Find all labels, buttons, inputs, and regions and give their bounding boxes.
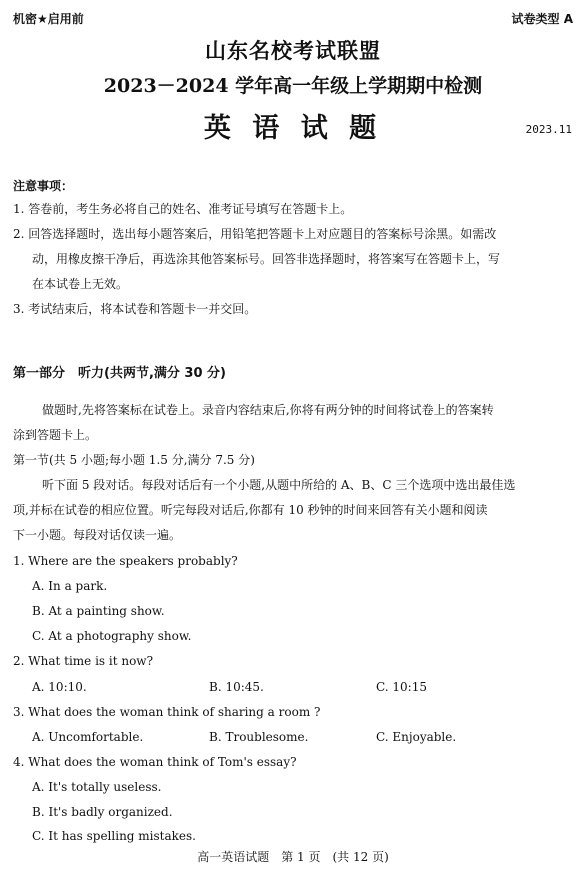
exam-date: 2023.11 [525, 123, 572, 136]
q2-option-c: C. 10:15 [376, 680, 427, 694]
q2-option-b: B. 10:45. [209, 680, 264, 694]
question-4: 4. What does the woman think of Tom's essay? [13, 755, 297, 769]
q1-option-a: A. In a park. [32, 579, 108, 593]
confidential-label: 机密★启用前 [13, 12, 84, 26]
q4-option-a: A. It's totally useless. [32, 780, 162, 794]
section1-intro-cont: 项,并标在试卷的相应位置。听完每段对话后,你都有 10 秒钟的时间来回答有关小题和阅读 [13, 503, 488, 517]
paper-type-label: 试卷类型 A [511, 12, 573, 26]
note-item-cont: 动，用橡皮擦干净后，再选涂其他答案标号。回答非选择题时，将答案写在答题卡上，写 [32, 252, 501, 266]
q1-option-b: B. At a painting show. [32, 604, 165, 618]
q3-option-c: C. Enjoyable. [376, 730, 457, 744]
q4-option-b: B. It's badly organized. [32, 805, 173, 819]
section1-intro: 听下面 5 段对话。每段对话后有一个小题,从题中所给的 A、B、C 三个选项中选出最佳选 [42, 478, 516, 492]
note-item: 1. 答卷前，考生务必将自己的姓名、准考证号填写在答题卡上。 [13, 202, 353, 216]
q3-option-a: A. Uncomfortable. [32, 730, 144, 744]
section1-title: 第一节(共 5 小题;每小题 1.5 分,满分 7.5 分) [13, 453, 255, 467]
part1-title: 第一部分 听力(共两节,满分 30 分) [13, 366, 226, 381]
q3-option-b: B. Troublesome. [209, 730, 309, 744]
alliance-title: 山东名校考试联盟 [205, 38, 381, 63]
q1-option-c: C. At a photography show. [32, 629, 192, 643]
q2-option-a: A. 10:10. [32, 680, 87, 694]
question-3: 3. What does the woman think of sharing a room ? [13, 705, 321, 719]
subject-title: 英 语 试 题 [203, 113, 383, 144]
section1-intro-cont: 下一小题。每段对话仅读一遍。 [13, 528, 182, 542]
note-item: 2. 回答选择题时，选出每小题答案后，用铅笔把答题卡上对应题目的答案标号涂黑。如需改 [13, 227, 497, 241]
exam-title: 2023－2024 学年高一年级上学期期中检测 [103, 75, 483, 97]
part1-intro: 做题时,先将答案标在试卷上。录音内容结束后,你将有两分钟的时间将试卷上的答案转 [42, 403, 494, 417]
q4-option-c: C. It has spelling mistakes. [32, 829, 196, 843]
note-item: 3. 考试结束后，将本试卷和答题卡一并交回。 [13, 302, 257, 316]
part1-intro-cont: 涂到答题卡上。 [13, 428, 98, 442]
page-footer: 高一英语试题 第 1 页 (共 12 页) [197, 850, 389, 864]
note-item-cont: 在本试卷上无效。 [32, 277, 129, 291]
notes-title: 注意事项： [13, 179, 74, 193]
question-2: 2. What time is it now? [13, 654, 154, 668]
question-1: 1. Where are the speakers probably? [13, 554, 238, 568]
